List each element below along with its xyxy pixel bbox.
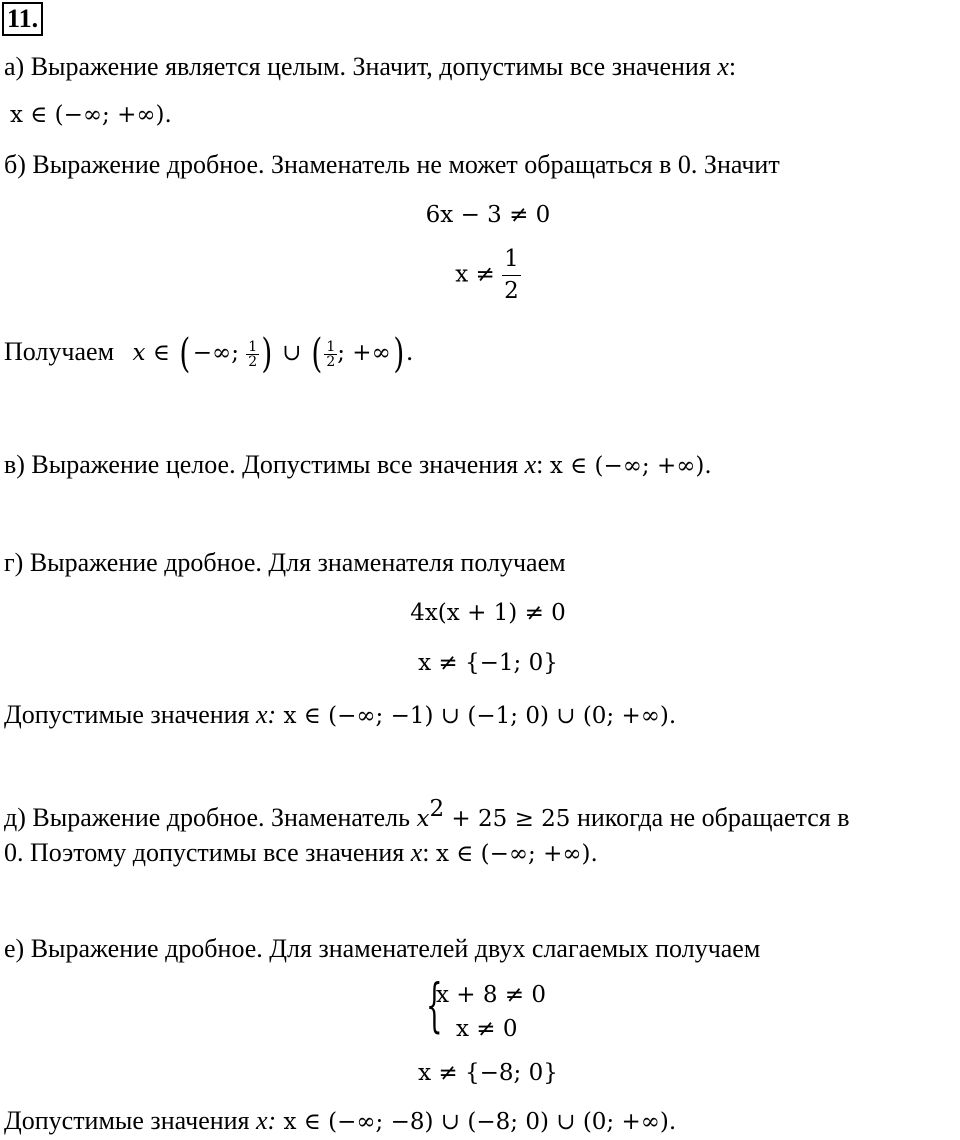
item-g-result-var: x: — [256, 700, 277, 729]
item-d-line2-var: x — [410, 838, 423, 867]
item-v-answer: x ∈ (−∞; +∞). — [549, 453, 712, 479]
item-e-equation: x ≠ {−8; 0} — [418, 1060, 558, 1086]
fraction-numerator: 1 — [248, 338, 258, 355]
item-d-text-end: никогда не обращается в — [570, 803, 850, 832]
item-b-eq2-lhs: x ≠ — [455, 261, 503, 288]
item-d-line2-text: 0. Поэтому допустимы все значения — [4, 838, 411, 867]
fraction-numerator: 1 — [502, 248, 521, 276]
item-e-system — [426, 971, 606, 1044]
item-b-result-end: . — [406, 336, 413, 366]
task-number: 11. — [2, 2, 43, 36]
system-row-1: x + 8 ≠ 0 — [436, 982, 547, 1008]
item-a-answer: x ∈ (−∞; +∞). — [10, 102, 172, 128]
item-e-text: е) Выражение дробное. Для знаменателей двух слагаемых получаем — [4, 934, 761, 963]
item-e-result-answer: x ∈ (−∞; −8) ∪ (−8; 0) ∪ (0; +∞). — [276, 1109, 677, 1135]
item-a-sentence: а) Выражение является целым. Значит, допустимы все значения — [4, 52, 718, 81]
system-brace: { — [426, 971, 443, 1039]
item-b-result-fraction-2 — [324, 340, 337, 369]
item-d-math-base: x — [416, 806, 430, 832]
item-g-text: г) Выражение дробное. Для знаменателя получаем — [4, 548, 566, 577]
item-e-result-text: Допустимые значения — [4, 1106, 257, 1135]
left-paren: ( — [311, 331, 322, 377]
item-a-text — [4, 54, 736, 80]
right-paren: ) — [393, 331, 405, 377]
item-g-result — [4, 702, 676, 728]
item-a-colon: : — [728, 52, 737, 81]
item-b-result-inf-right: ; +∞ — [337, 339, 391, 366]
item-v-colon: : — [536, 450, 550, 479]
item-d-text-start: д) Выражение дробное. Знаменатель — [4, 803, 417, 832]
item-b-equation-2 — [0, 248, 960, 303]
item-b-result-x: x ∈ — [132, 339, 178, 366]
item-e-result — [4, 1108, 676, 1134]
item-v-text — [4, 452, 712, 478]
fraction-denominator: 2 — [326, 353, 336, 370]
item-d-math-rest: + 25 ≥ 25 — [444, 806, 571, 832]
item-b-result-prefix: Получаем — [4, 336, 121, 366]
item-a-var: x — [717, 52, 729, 81]
item-v-sentence: в) Выражение целое. Допустимы все значения — [4, 450, 525, 479]
item-d-line-2 — [4, 840, 598, 866]
fraction-denominator: 2 — [504, 278, 519, 304]
item-b-text: б) Выражение дробное. Знаменатель не может обращаться в 0. Значит — [4, 150, 780, 179]
item-b-result — [4, 331, 413, 377]
item-g-equation-2: x ≠ {−1; 0} — [418, 650, 558, 676]
item-d-line-1 — [4, 798, 850, 831]
system-row-2: x ≠ 0 — [456, 1016, 518, 1042]
item-b-result-fraction-1 — [246, 340, 259, 369]
left-paren: ( — [179, 331, 191, 377]
item-b-result-inf-left: −∞; — [192, 339, 247, 366]
item-g-result-answer: x ∈ (−∞; −1) ∪ (−1; 0) ∪ (0; +∞). — [276, 703, 677, 729]
item-e-result-var: x: — [256, 1106, 277, 1135]
item-d-line2-answer: x ∈ (−∞; +∞). — [436, 841, 598, 867]
item-d-line2-colon: : — [422, 838, 437, 867]
item-g-equation-1: 4x(x + 1) ≠ 0 — [410, 600, 566, 626]
item-b-equation-1: 6x − 3 ≠ 0 — [425, 202, 551, 228]
fraction-numerator: 1 — [326, 338, 336, 355]
item-b-result-union: ∪ — [274, 339, 309, 366]
item-b-eq2-fraction — [502, 248, 521, 303]
item-v-var: x — [524, 450, 537, 479]
item-d-math-exp: 2 — [429, 796, 445, 822]
fraction-denominator: 2 — [248, 353, 258, 370]
item-g-result-text: Допустимые значения — [4, 700, 257, 729]
right-paren: ) — [261, 331, 273, 377]
